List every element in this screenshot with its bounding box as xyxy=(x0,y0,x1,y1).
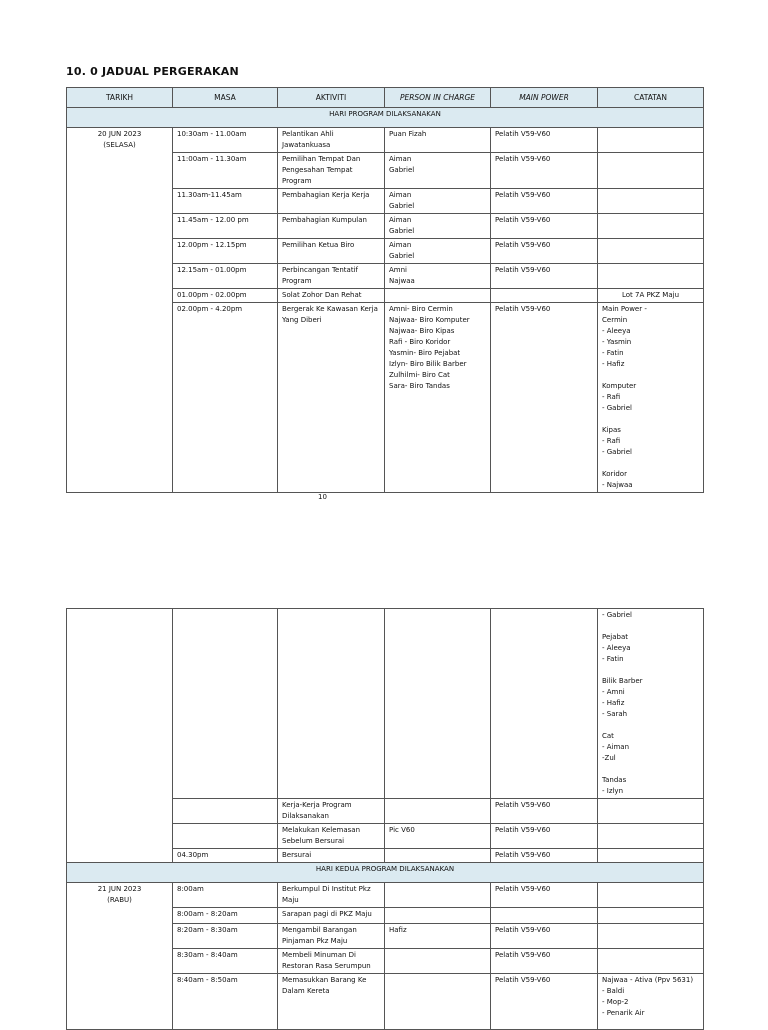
catatan-cell xyxy=(598,908,704,924)
power-cell: Pelatih V59-V60 xyxy=(491,849,598,863)
aktiviti-cell: Membeli Minuman Di Restoran Rasa Serumpun xyxy=(278,949,385,974)
masa-cell: 8:00am - 8:20am xyxy=(173,908,278,924)
document-title: 10. 0 JADUAL PERGERAKAN xyxy=(66,65,239,78)
masa-cell: 01.00pm - 02.00pm xyxy=(173,289,278,303)
header-catatan: CATATAN xyxy=(598,88,704,108)
masa-cell: 02.00pm - 4.20pm xyxy=(173,303,278,493)
header-aktiviti: AKTIVITI xyxy=(278,88,385,108)
catatan-cell: - Gabriel Pejabat - Aleeya - Fatin Bilik Barber - Amni - Hafiz - Sarah Cat - Aiman -Zul Tandas - Izlyn xyxy=(598,609,704,799)
power-cell xyxy=(491,908,598,924)
power-cell: Pelatih V59-V60 xyxy=(491,303,598,493)
catatan-cell xyxy=(598,264,704,289)
catatan-cell: Najwaa - Ativa (Ppv 5631) - Baldi - Mop-2 - Penarik Air xyxy=(598,974,704,1030)
aktiviti-cell: Memasukkan Barang Ke Dalam Kereta xyxy=(278,974,385,1030)
header-person-in-charge: PERSON IN CHARGE xyxy=(385,88,491,108)
section-row xyxy=(67,863,704,883)
header-tarikh: TARIKH xyxy=(67,88,173,108)
aktiviti-cell: Bersurai xyxy=(278,849,385,863)
masa-cell xyxy=(173,824,278,849)
power-cell xyxy=(491,289,598,303)
table-row xyxy=(67,609,704,799)
power-cell: Pelatih V59-V60 xyxy=(491,128,598,153)
pic-cell xyxy=(385,849,491,863)
catatan-cell xyxy=(598,924,704,949)
pic-cell xyxy=(385,883,491,908)
date-cell: 21 JUN 2023 (RABU) xyxy=(67,883,173,1030)
masa-cell xyxy=(173,799,278,824)
masa-cell: 11.30am-11.45am xyxy=(173,189,278,214)
aktiviti-cell: Berkumpul Di Institut Pkz Maju xyxy=(278,883,385,908)
schedule-table-page-2 xyxy=(66,608,704,1030)
catatan-cell xyxy=(598,153,704,189)
catatan-cell xyxy=(598,824,704,849)
masa-cell: 8:00am xyxy=(173,883,278,908)
pic-cell: Aiman Gabriel xyxy=(385,153,491,189)
aktiviti-cell: Mengambil Barangan Pinjaman Pkz Maju xyxy=(278,924,385,949)
pic-cell: Puan Fizah xyxy=(385,128,491,153)
masa-cell: 11.45am - 12.00 pm xyxy=(173,214,278,239)
aktiviti-cell: Pemilihan Ketua Biro xyxy=(278,239,385,264)
aktiviti-cell: Pembahagian Kumpulan xyxy=(278,214,385,239)
schedule-table-page-1 xyxy=(66,87,704,493)
power-cell: Pelatih V59-V60 xyxy=(491,153,598,189)
power-cell: Pelatih V59-V60 xyxy=(491,974,598,1030)
masa-cell xyxy=(173,609,278,799)
aktiviti-cell: Sarapan pagi di PKZ Maju xyxy=(278,908,385,924)
aktiviti-cell: Melakukan Kelemasan Sebelum Bersurai xyxy=(278,824,385,849)
power-cell: Pelatih V59-V60 xyxy=(491,239,598,264)
catatan-cell: Lot 7A PKZ Maju xyxy=(598,289,704,303)
catatan-cell xyxy=(598,949,704,974)
aktiviti-cell: Pemilihan Tempat Dan Pengesahan Tempat Program xyxy=(278,153,385,189)
date-cell xyxy=(67,609,173,863)
section-row xyxy=(67,108,704,128)
power-cell xyxy=(491,609,598,799)
pic-cell xyxy=(385,799,491,824)
catatan-cell: Main Power - Cermin - Aleeya - Yasmin - Fatin - Hafiz Komputer - Rafi - Gabriel Kipas - Rafi - Gabriel Koridor - Najwaa xyxy=(598,303,704,493)
pic-cell xyxy=(385,609,491,799)
page-number: 10 xyxy=(318,493,327,501)
pic-cell: Amni- Biro Cermin Najwaa- Biro Komputer Najwaa- Biro Kipas Rafi - Biro Koridor Yasmin- Biro Pejabat Izlyn- Biro Bilik Barber Zulhilmi- Biro Cat Sara- Biro Tandas xyxy=(385,303,491,493)
date-cell: 20 JUN 2023 (SELASA) xyxy=(67,128,173,493)
masa-cell: 12.00pm - 12.15pm xyxy=(173,239,278,264)
pic-cell: Hafiz xyxy=(385,924,491,949)
section-title: HARI KEDUA PROGRAM DILAKSANAKAN xyxy=(67,863,704,883)
pic-cell: Aiman Gabriel xyxy=(385,214,491,239)
table-row xyxy=(67,883,704,908)
pic-cell xyxy=(385,974,491,1030)
catatan-cell xyxy=(598,214,704,239)
aktiviti-cell xyxy=(278,609,385,799)
header-row xyxy=(67,88,704,108)
catatan-cell xyxy=(598,128,704,153)
catatan-cell xyxy=(598,799,704,824)
pic-cell xyxy=(385,908,491,924)
catatan-cell xyxy=(598,189,704,214)
power-cell: Pelatih V59-V60 xyxy=(491,799,598,824)
pic-cell: Aiman Gabriel xyxy=(385,239,491,264)
catatan-cell xyxy=(598,883,704,908)
power-cell: Pelatih V59-V60 xyxy=(491,949,598,974)
aktiviti-cell: Kerja-Kerja Program Dilaksanakan xyxy=(278,799,385,824)
power-cell: Pelatih V59-V60 xyxy=(491,924,598,949)
masa-cell: 12.15am - 01.00pm xyxy=(173,264,278,289)
power-cell: Pelatih V59-V60 xyxy=(491,264,598,289)
catatan-cell xyxy=(598,239,704,264)
pic-cell: Pic V60 xyxy=(385,824,491,849)
power-cell: Pelatih V59-V60 xyxy=(491,883,598,908)
masa-cell: 8:40am - 8:50am xyxy=(173,974,278,1030)
aktiviti-cell: Bergerak Ke Kawasan Kerja Yang Diberi xyxy=(278,303,385,493)
pic-cell xyxy=(385,949,491,974)
table-row xyxy=(67,128,704,153)
pic-cell: Aiman Gabriel xyxy=(385,189,491,214)
pic-cell: Amni Najwaa xyxy=(385,264,491,289)
catatan-cell xyxy=(598,849,704,863)
power-cell: Pelatih V59-V60 xyxy=(491,824,598,849)
header-main-power: MAIN POWER xyxy=(491,88,598,108)
masa-cell: 04.30pm xyxy=(173,849,278,863)
power-cell: Pelatih V59-V60 xyxy=(491,214,598,239)
aktiviti-cell: Solat Zohor Dan Rehat xyxy=(278,289,385,303)
section-title: HARI PROGRAM DILAKSANAKAN xyxy=(67,108,704,128)
power-cell: Pelatih V59-V60 xyxy=(491,189,598,214)
masa-cell: 11:00am - 11.30am xyxy=(173,153,278,189)
masa-cell: 10:30am - 11.00am xyxy=(173,128,278,153)
aktiviti-cell: Pembahagian Kerja Kerja xyxy=(278,189,385,214)
masa-cell: 8:30am - 8:40am xyxy=(173,949,278,974)
masa-cell: 8:20am - 8:30am xyxy=(173,924,278,949)
pic-cell xyxy=(385,289,491,303)
aktiviti-cell: Pelantikan Ahli Jawatankuasa xyxy=(278,128,385,153)
aktiviti-cell: Perbincangan Tentatif Program xyxy=(278,264,385,289)
header-masa: MASA xyxy=(173,88,278,108)
